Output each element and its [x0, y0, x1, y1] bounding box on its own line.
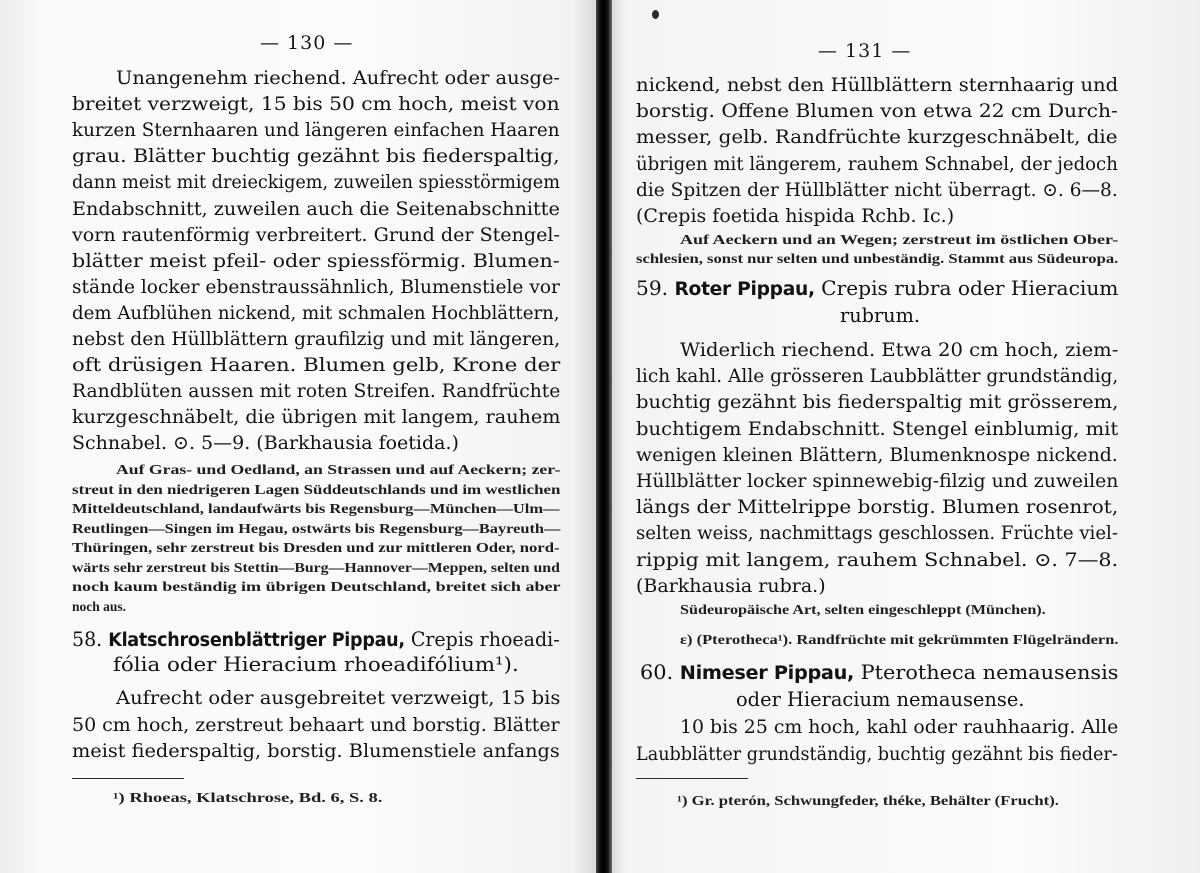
note-line: Thüringen, sehr zerstreut bis Dresden und zur mittleren Oder, nord- — [72, 540, 560, 555]
text-line: 10 bis 25 cm hoch, kahl oder rauhhaarig. Alle — [680, 716, 1119, 738]
text-line: Randblüten aussen mit roten Streifen. Randfrüchte — [72, 380, 561, 403]
text-line: selten weiss, nachmittags geschlossen. Früchte viel- — [636, 522, 1118, 545]
text-line: (Crepis foetida hispida Rchb. Ic.) — [636, 205, 955, 227]
text-line: blätter meist pfeil- oder spiessförmig. Blumen- — [72, 249, 560, 272]
text-line: Widerlich riechend. Etwa 20 cm hoch, ziem- — [680, 339, 1119, 361]
text-line: buchtigem Endabschnitt. Stengel einblumig, mit — [636, 417, 1119, 440]
text-line: lich kahl. Alle grösseren Laubblätter grundständig, — [636, 365, 1119, 388]
text-line: meist fiederspaltig, borstig. Blumenstiele anfangs — [72, 740, 560, 762]
text-line: Hüllblätter locker spinnewebig-filzig und zuweilen — [636, 470, 1119, 492]
text-line: stände locker ebenstraussähnlich, Blumenstiele vor — [72, 275, 560, 298]
entry-58-name: Klatschrosenblättriger Pippau, — [108, 630, 405, 651]
note-line: Reutlingen—Singen im Hegau, ostwärts bis Regensburg—Bayreuth— — [72, 520, 561, 536]
entry-59-number: 59. — [636, 276, 669, 300]
text-line: wenigen kleinen Blättern, Blumenknospe nickend. — [636, 443, 1118, 466]
entry-60-heading — [640, 660, 1118, 684]
left-page — [0, 0, 598, 873]
text-line: nebst den Hüllblättern graufilzig und mit längeren, — [72, 328, 561, 350]
text-line: vorn rautenförmig verbreitert. Grund der Stengel- — [72, 223, 560, 246]
text-line: die Spitzen der Hüllblätter nicht überragt. ⊙. 6—8. — [636, 178, 1118, 201]
note-line: schlesien, sonst nur selten und unbeständig. Stammt aus Südeuropa. — [636, 251, 1119, 266]
right-footnote: ¹) Gr. pterón, Schwungfeder, théke, Behälter (Frucht). — [677, 793, 1059, 808]
entry-60-number: 60. — [640, 660, 674, 684]
text-line: breitet verzweigt, 15 bis 50 cm hoch, meist von — [72, 93, 560, 116]
text-line: dann meist mit dreieckigem, zuweilen spiesstörmigem — [72, 171, 560, 194]
text-line: borstig. Offene Blumen von etwa 22 cm Durch- — [636, 100, 1118, 123]
entry-58-number: 58. — [72, 627, 103, 651]
text-line: Endabschnitt, zuweilen auch die Seitenabschnitte — [72, 197, 560, 220]
text-line: Laubblätter grundständig, buchtig gezähnt bis fieder- — [636, 742, 1118, 765]
entry-59-name: Roter Pippau, — [674, 279, 815, 300]
entry-60-name: Nimeser Pippau, — [679, 663, 855, 684]
text-line: dem Aufblühen nickend, mit schmalen Hochblättern, — [72, 301, 560, 324]
entry-60-heading-line-2: oder Hieracium nemausense. — [736, 687, 1025, 711]
text-line: buchtig gezähnt bis fiederspaltig mit grösserem, — [636, 391, 1119, 414]
note-line: Mitteldeutschland, landaufwärts bis Regensburg—München—Ulm— — [72, 501, 560, 516]
text-line: rippig mit langem, rauhem Schnabel. ⊙. 7—8. — [636, 548, 1119, 571]
page-number-131: — 131 — — [818, 40, 912, 62]
entry-59-heading-line-2: rubrum. — [840, 303, 921, 327]
text-line: Aufrecht oder ausgebreitet verzweigt, 15 bis — [116, 687, 561, 709]
note-line: streut in den niedrigeren Lagen Süddeutschlands und im westlichen — [72, 481, 561, 497]
entry-58-latin-1: Crepis rhoeadi- — [410, 627, 560, 651]
note-line: wärts sehr zerstreut bis Stettin—Burg—Hannover—Meppen, selten und — [72, 559, 560, 575]
text-line: oft drüsigen Haaren. Blumen gelb, Krone der — [72, 354, 561, 377]
note-line: Auf Gras- und Oedland, an Strassen und auf Aeckern; zer- — [116, 462, 561, 477]
text-line: kurzgeschnäbelt, die übrigen mit langem, rauhem — [72, 406, 561, 429]
entry-58-heading-line-2: fólia oder Hieracium rhoeadifólium¹). — [113, 652, 519, 676]
text-line: (Barkhausia rubra.) — [636, 574, 826, 597]
entry-60-latin-1: Pterotheca nemausensis — [860, 660, 1119, 684]
left-footnote: ¹) Rhoeas, Klatschrose, Bd. 6, S. 8. — [113, 790, 383, 805]
pterotheca-note: ε) (Pterotheca¹). Randfrüchte mit gekrümmten Flügelrändern. — [680, 632, 1119, 647]
text-line: 50 cm hoch, zerstreut behaart und borstig. Blätter — [72, 713, 560, 736]
text-line: Unangenehm riechend. Aufrecht oder ausge- — [116, 67, 560, 89]
note-line: noch kaum beständig im übrigen Deutschland, breitet sich aber — [72, 579, 561, 594]
entry-59-latin-1: Crepis rubra oder Hieracium — [821, 276, 1119, 300]
entry-59-heading — [636, 276, 1118, 300]
text-line: Schnabel. ⊙. 5—9. (Barkhausia foetida.) — [72, 432, 459, 455]
text-line: übrigen mit längerem, rauhem Schnabel, der jedoch — [636, 152, 1118, 175]
footnote-rule-right — [636, 778, 748, 779]
text-line: nickend, nebst den Hüllblättern sternhaarig und — [636, 74, 1119, 96]
entry-59-distribution-note: Südeuropäische Art, selten eingeschleppt (München). — [680, 602, 1046, 617]
text-line: längs der Mittelrippe borstig. Blumen rosenrot, — [636, 496, 1119, 519]
text-line: messer, gelb. Randfrüchte kurzgeschnäbelt, die — [636, 126, 1118, 149]
note-line: Auf Aeckern und an Wegen; zerstreut im östlichen Ober- — [680, 232, 1119, 247]
page-number-130: — 130 — — [260, 32, 354, 54]
note-line: noch aus. — [72, 598, 127, 614]
entry-58-heading — [72, 627, 560, 651]
book-gutter — [596, 0, 612, 873]
footnote-rule-left — [72, 778, 184, 779]
text-line: grau. Blätter buchtig gezähnt bis fiederspaltig, — [72, 145, 560, 168]
text-line: kurzen Sternhaaren und längeren einfachen Haaren — [72, 119, 560, 142]
ink-speck — [652, 10, 659, 19]
